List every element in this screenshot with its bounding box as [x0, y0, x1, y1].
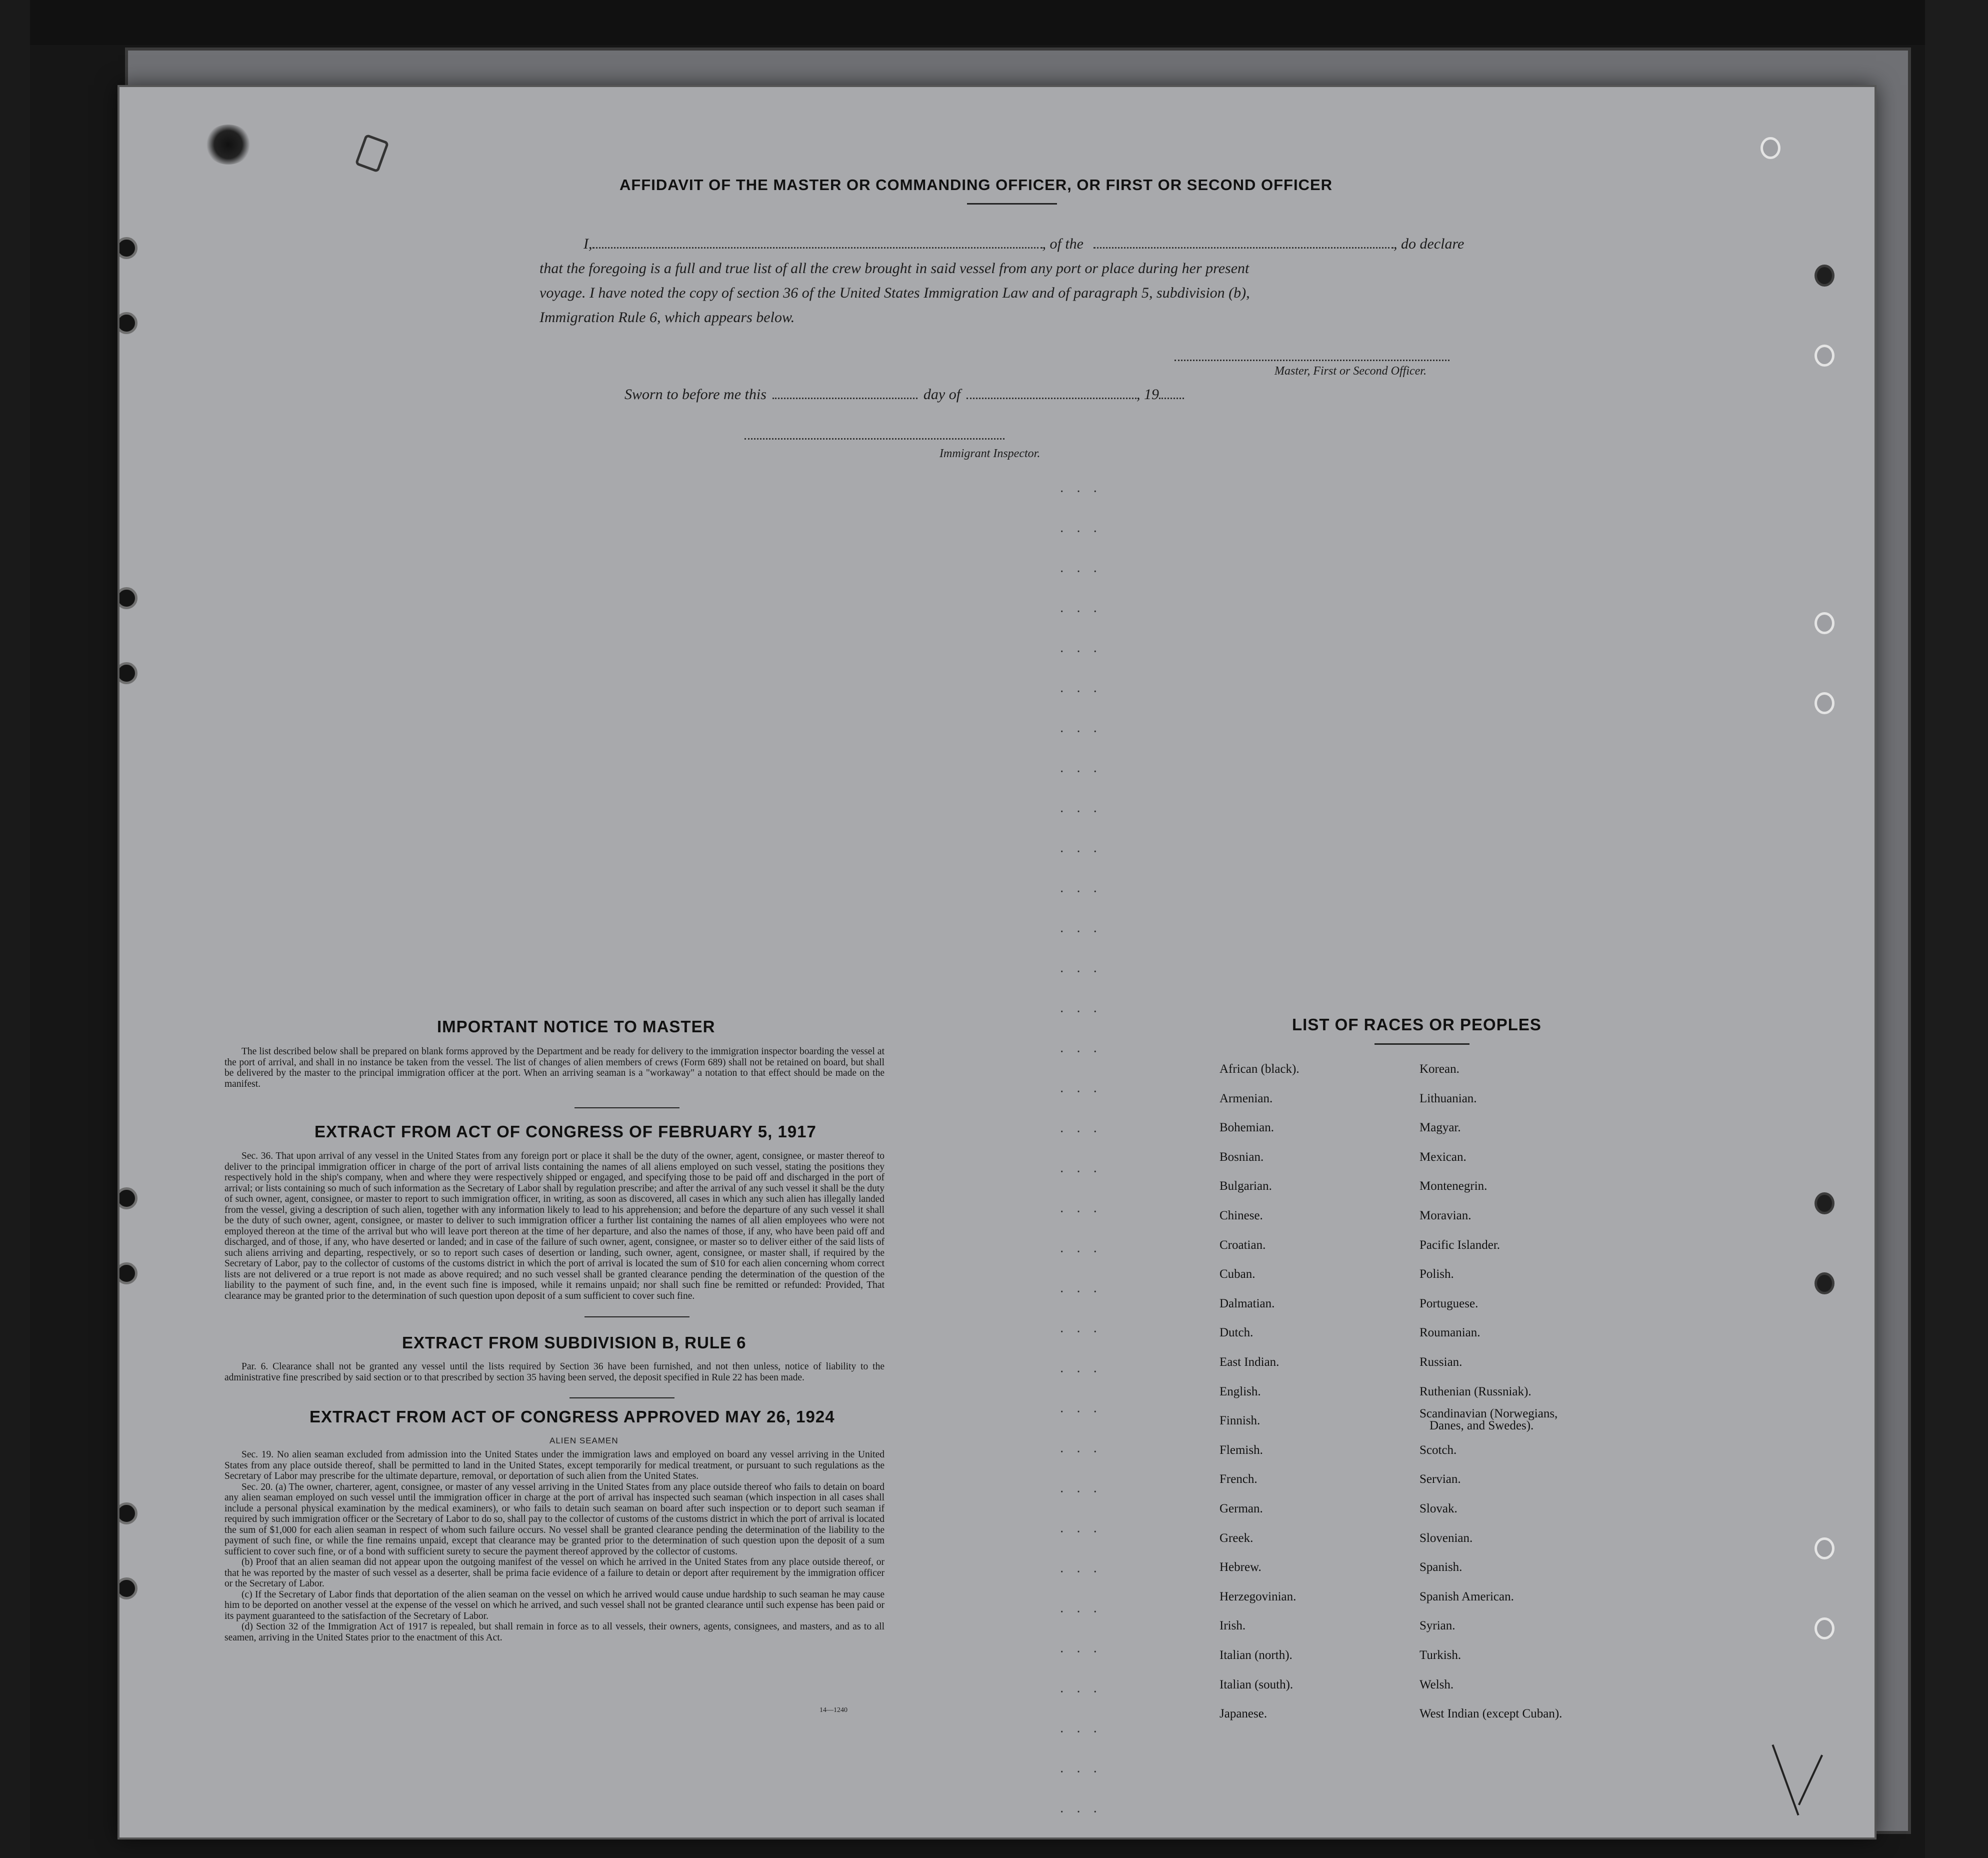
- ink-stamp-icon: [204, 125, 252, 165]
- sworn-day-of: day of: [923, 386, 961, 403]
- affidavit-line3: voyage. I have noted the copy of section 36 of the United States Immigration Law and of paragraph 5, subdivision (b),: [540, 285, 1250, 301]
- race-item: Greek.: [1220, 1531, 1254, 1545]
- race-item: Spanish.: [1420, 1560, 1462, 1574]
- sworn-line: [624, 386, 1184, 403]
- section-20c-paragraph: (c) If the Secretary of Labor finds that deportation of the alien seaman on the vessel on which he arrived would cause undue hardship to such seaman he may cause him to be deported on another vessel at the expense of the vessel on which he arrived, and such vessel shall not be granted clearance until such expense has been paid or its payment guaranteed to the satisfaction of the Secretary of Labor.: [224, 1589, 884, 1621]
- race-item: Pacific Islander.: [1420, 1238, 1500, 1252]
- binder-hole-icon: [118, 587, 138, 609]
- extract-1917-title: EXTRACT FROM ACT OF CONGRESS OF FEBRUARY 5, 1917: [314, 1122, 816, 1141]
- extract-rule6-body: [224, 1361, 884, 1383]
- manifest-page: [118, 85, 1876, 1839]
- race-item: Italian (north).: [1220, 1648, 1292, 1662]
- binder-hole-icon: [118, 1262, 138, 1284]
- corner-mark-icon: [1772, 1744, 1799, 1815]
- ink-mark-icon: [354, 134, 389, 173]
- binder-hole-icon: [118, 1187, 138, 1209]
- notice-body: [224, 1046, 884, 1089]
- inspector-signature-field[interactable]: [744, 438, 1004, 440]
- center-dot-column: ··· ··· ··· ··· ··· ··· ··· ··· ··· ··· ··· ··· ··· ··· ··· ··· ··· ··· ··· ··· ··· ··· ··· ··· ··· ··· ··· ··· ··· ··· ··· ··· ··· ···: [1060, 484, 1110, 1820]
- affidavit-line1: [540, 236, 1464, 253]
- film-frame-left: [0, 0, 30, 1858]
- section-20a-paragraph: Sec. 20. (a) The owner, charterer, agent, consignee, or master of any vessel arriving in the United States from any place outside thereof who fails to detain on board any alien seaman employed on such vessel until the immigration officer in charge at the port of arrival has inspected such seaman (which inspection in all cases shall include a personal physical examination by the medical examiners), or who fails to detain such seaman on board after such inspection or to deport such seaman if required by such immigration officer or the Secretary of Labor to do so, shall pay to the collector of customs of the customs district in which the port of arrival is located the sum of $1,000 for each alien seaman in respect of whom such failure occurs. No vessel shall be granted clearance pending the determination of the liability to the payment of such fine, or while the fine remains unpaid, except that clearance may be granted prior to the determination of such question upon the deposit of a sum sufficient to cover such fine, or of a bond with sufficient surety to secure the payment thereof approved by the collector of customs.: [224, 1481, 884, 1557]
- race-item: Polish.: [1420, 1267, 1454, 1281]
- notice-paragraph: The list described below shall be prepared on blank forms approved by the Department and be ready for delivery to the immigration inspector boarding the vessel at the port of arrival, and shall in no instance be taken from the vessel. The list of changes of alien members of crews (Form 689) shall not be retained on board, but shall be delivered by the master to the principal immigration officer at the port. When an arriving seaman is a "workaway" a notation to that effect should be made on the manifest.: [224, 1046, 884, 1089]
- binder-hole-icon: [118, 1502, 138, 1524]
- extract-1917-rule: [584, 1316, 690, 1317]
- extract-1924-title: EXTRACT FROM ACT OF CONGRESS APPROVED MAY 26, 1924: [310, 1407, 835, 1426]
- affidavit-of-the: , of the: [1042, 236, 1084, 252]
- race-item: Montenegrin.: [1420, 1179, 1488, 1193]
- race-item: Irish.: [1220, 1619, 1246, 1632]
- binder-hole-icon: [1760, 137, 1780, 159]
- form-number: 14—1240: [820, 1706, 848, 1714]
- races-title: LIST OF RACES OR PEOPLES: [1292, 1015, 1542, 1034]
- affidavit-line4: Immigration Rule 6, which appears below.: [540, 309, 795, 326]
- binder-hole-icon: [1814, 1617, 1834, 1639]
- race-item: Scotch.: [1420, 1443, 1457, 1457]
- binder-hole-icon: [1814, 265, 1834, 287]
- race-item: Turkish.: [1420, 1648, 1462, 1662]
- race-item: Ruthenian (Russniak).: [1420, 1385, 1532, 1398]
- inspector-caption: Immigrant Inspector.: [940, 447, 1040, 460]
- binder-hole-icon: [118, 662, 138, 684]
- race-item: Cuban.: [1220, 1267, 1256, 1281]
- race-item: English.: [1220, 1385, 1261, 1398]
- race-item: West Indian (except Cuban).: [1420, 1707, 1562, 1720]
- extract-1917-body: [224, 1151, 884, 1301]
- race-item: Syrian.: [1420, 1619, 1456, 1632]
- race-item: Welsh.: [1420, 1678, 1454, 1691]
- section-36-paragraph: Sec. 36. That upon arrival of any vessel in the United States from any foreign port or place it shall be the duty of the owner, agent, consignee, or master thereof to deliver to the principal immigration officer in charge of the port of arrival lists containing the names of all aliens employed on such vessel, stating the positions they respectively hold in the ship's company, when and where they were respectively shipped or engaged, and specifying those to be paid off and discharged in the port of arrival; or lists containing so much of such information as the Secretary of Labor shall by regulation prescribe; and after the arrival of any such vessel it shall be the duty of such owner, agent, consignee, or master to report to such immigration officer, in writing, as soon as discovered, all cases in which any such alien has illegally landed from the vessel, giving a description of such alien, together with any information likely to lead to his apprehension; and before the departure of any such vessel it shall be the duty of such owner, agent, consignee, or master to deliver to such immigration officer a further list containing the names of all alien employees who were not employed thereon at the time of the arrival but who will leave port thereon at the time of her departure, and also the names of those, if any, who have been paid off and discharged, and of those, if any, who have deserted or landed; and in case of the failure of such owner, agent, consignee, or master so to deliver either of the said lists of such aliens arriving and departing, respectively, or so to report such cases of desertion or landing, such owner, agent, consignee, or master shall, if required by the Secretary of Labor, pay to the collector of customs of the customs district in which the port of arrival is located the sum of $10 for each alien concerning whom correct lists are not delivered or a true report is not made as above required; and no such vessel shall be granted clearance pending the determination of the question of the liability to the payment of such fine, and, in the event such fine is imposed, while it remains unpaid; nor shall such fine be remitted or refunded: Provided, That clearance may be granted prior to the determination of such question upon deposit of a sum sufficient to cover such fine.: [224, 1151, 884, 1301]
- sworn-prefix: Sworn to before me this: [624, 386, 766, 403]
- race-item: East Indian.: [1220, 1355, 1280, 1369]
- film-frame-top: [0, 0, 1988, 45]
- race-item: Dutch.: [1220, 1326, 1254, 1339]
- binder-hole-icon: [1814, 612, 1834, 634]
- race-item: Spanish American.: [1420, 1590, 1514, 1603]
- name-field[interactable]: [592, 247, 1042, 249]
- races-rule: [1374, 1043, 1470, 1045]
- race-item: Mexican.: [1420, 1150, 1466, 1164]
- race-item: Croatian.: [1220, 1238, 1266, 1252]
- race-item: Bosnian.: [1220, 1150, 1264, 1164]
- affidavit-line2: that the foregoing is a full and true list of all the crew brought in said vessel from any port or place during her present: [540, 260, 1250, 277]
- race-item: Russian.: [1420, 1355, 1462, 1369]
- binder-hole-icon: [1814, 692, 1834, 714]
- binder-hole-icon: [1814, 345, 1834, 367]
- race-item: Armenian.: [1220, 1092, 1273, 1105]
- race-item: Chinese.: [1220, 1209, 1263, 1222]
- notice-title: IMPORTANT NOTICE TO MASTER: [437, 1017, 716, 1036]
- race-item: Finnish.: [1220, 1414, 1260, 1427]
- binder-hole-icon: [118, 312, 138, 334]
- master-signature-field[interactable]: [1174, 360, 1450, 361]
- alien-seamen-subtitle: ALIEN SEAMEN: [550, 1436, 618, 1445]
- affidavit-declare: , do declare: [1394, 236, 1464, 252]
- paragraph-6: Par. 6. Clearance shall not be granted any vessel until the lists required by Section 36 have been furnished, and not then unless, notice of liability to the administrative fine prescribed by said section or to that prescribed by section 35 having been served, the deposit specified in Rule 22 has been made.: [224, 1361, 884, 1383]
- binder-hole-icon: [1814, 1272, 1834, 1294]
- sworn-year: , 19: [1136, 386, 1160, 403]
- section-20d-paragraph: (d) Section 32 of the Immigration Act of 1917 is repealed, but shall remain in force as to all vessels, their owners, agents, consignees, and masters, and as to all seamen, arriving in the United States prior to the enactment of this Act.: [224, 1621, 884, 1643]
- section-20b-paragraph: (b) Proof that an alien seaman did not appear upon the outgoing manifest of the vessel on which he arrived in the United States from any place outside thereof, or that he was reported by the master of such vessel as a deserter, shall be prima facie evidence of a failure to detain or deport after requirement by the immigration officer or the Secretary of Labor.: [224, 1557, 884, 1589]
- race-item: French.: [1220, 1472, 1258, 1486]
- race-item: Herzegovinian.: [1220, 1590, 1296, 1603]
- notice-rule: [574, 1107, 680, 1108]
- section-19-paragraph: Sec. 19. No alien seaman excluded from admission into the United States under the immigration laws and employed on board any vessel arriving in the United States from any place outside thereof, shall be permitted to land in the United States, except temporarily for medical treatment, or pursuant to such regulations as the Secretary of Labor may prescribe for the ultimate departure, removal, or deportation of such alien from the United States.: [224, 1449, 884, 1481]
- race-item: Servian.: [1420, 1472, 1461, 1486]
- race-item: Flemish.: [1220, 1443, 1263, 1457]
- corner-mark-icon: [1798, 1754, 1823, 1805]
- race-item: African (black).: [1220, 1062, 1300, 1076]
- title-rule: [967, 203, 1057, 205]
- race-item: Lithuanian.: [1420, 1092, 1477, 1105]
- race-item: Japanese.: [1220, 1707, 1268, 1720]
- race-item: Hebrew.: [1220, 1560, 1262, 1574]
- race-item: Moravian.: [1420, 1209, 1472, 1222]
- film-frame-right: [1925, 0, 1988, 1858]
- affidavit-i: I,: [584, 236, 592, 252]
- race-item: Roumanian.: [1420, 1326, 1480, 1339]
- binder-hole-icon: [118, 1577, 138, 1599]
- binder-hole-icon: [118, 237, 138, 259]
- extract-rule6-title: EXTRACT FROM SUBDIVISION B, RULE 6: [402, 1333, 746, 1352]
- extract-rule6-rule: [570, 1397, 674, 1398]
- race-item-scandinavian-cont: Danes, and Swedes).: [1430, 1419, 1534, 1432]
- race-item: Italian (south).: [1220, 1678, 1294, 1691]
- binder-hole-icon: [1814, 1192, 1834, 1214]
- race-item: Korean.: [1420, 1062, 1460, 1076]
- race-item: Portuguese.: [1420, 1297, 1478, 1310]
- race-item: German.: [1220, 1502, 1263, 1515]
- extract-1924-body: [224, 1449, 884, 1643]
- binder-hole-icon: [1814, 1537, 1834, 1559]
- race-item: Slovenian.: [1420, 1531, 1473, 1545]
- affidavit-title: AFFIDAVIT OF THE MASTER OR COMMANDING OFFICER, OR FIRST OR SECOND OFFICER: [620, 176, 1333, 194]
- vessel-field[interactable]: [1094, 247, 1394, 249]
- race-item: Bulgarian.: [1220, 1179, 1272, 1193]
- race-item: Magyar.: [1420, 1121, 1461, 1134]
- sworn-year-field[interactable]: [1159, 398, 1184, 399]
- master-signature-caption: Master, First or Second Officer.: [1274, 365, 1426, 378]
- sworn-day-field[interactable]: [772, 398, 918, 399]
- race-item: Slovak.: [1420, 1502, 1458, 1515]
- sworn-month-field[interactable]: [966, 398, 1136, 399]
- race-item: Bohemian.: [1220, 1121, 1274, 1134]
- race-item: Scandinavian (Norwegians,: [1420, 1407, 1558, 1420]
- race-item: Dalmatian.: [1220, 1297, 1275, 1310]
